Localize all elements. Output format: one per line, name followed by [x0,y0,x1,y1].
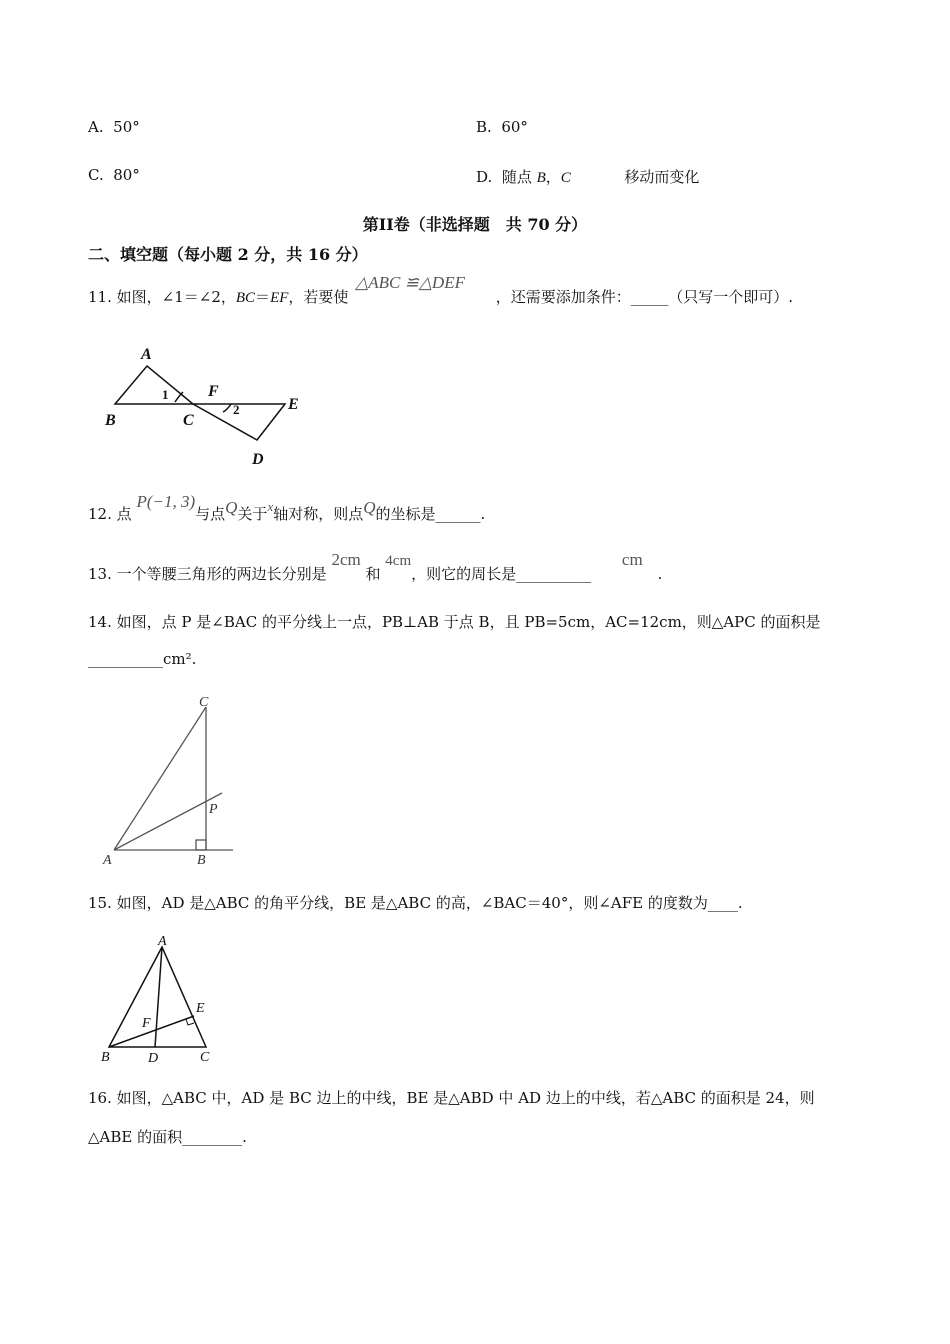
q11-label-b: B [105,412,116,429]
q15-line-be [109,1016,194,1047]
q15-label-e: E [196,1001,205,1016]
q15-label-a: A [158,934,167,949]
q15-label-b: B [101,1050,110,1065]
q15-triangle-abc [109,947,206,1047]
q11-angle-1-arc [175,392,183,402]
q15-text: 15. 如图，AD 是△ABC 的角平分线，BE 是△ABC 的高，∠BAC＝40°，则∠AFE 的度数为____. [88,894,743,912]
q15-figure [98,930,223,1066]
q11-label-c: C [183,412,194,429]
q11-label-d: D [252,451,264,468]
q15-label-c: C [200,1050,210,1065]
q15-label-d: D [148,1051,159,1066]
q11-label-1: 1 [162,387,169,402]
option-b: B. 60° [476,118,528,136]
q11-triangle-abc [115,366,193,404]
q11-label-2: 2 [233,402,240,417]
q14-line-ac [114,707,206,850]
option-a-value: 50° [113,118,140,136]
q14-line-1: 14. 如图，点 P 是∠BAC 的平分线上一点，PB⊥AB 于点 B，且 PB=5cm，AC=12cm，则△APC 的面积是 [88,613,821,631]
q14-label-a: A [103,853,112,868]
q12-text: 12. 点 P(−1, 3)与点Q关于x轴对称，则点Q的坐标是______. [88,492,486,523]
q14-label-b: B [197,853,206,868]
q16-line-1: 16. 如图，△ABC 中，AD 是 BC 边上的中线，BE 是△ABD 中 AD 边上的中线，若△ABC 的面积是 24，则 [88,1089,815,1107]
q14-figure [98,690,243,868]
q13-text: 13. 一个等腰三角形的两边长分别是 2cm 和 4cm，则它的周长是__________ cm . [88,550,663,583]
q11-label-e: E [288,396,299,413]
q14-label-p: P [209,802,218,817]
option-c-value: 80° [113,166,140,184]
q13-value-2: 4cm [385,553,412,569]
option-c: C. 80° [88,166,140,184]
q11-angle-2-arc [223,404,231,412]
q14-label-c: C [199,695,209,710]
q13-unit: cm [621,550,643,569]
option-d: D. 随点 B，C 移动而变化 [476,168,700,186]
q11-figure [95,340,315,470]
option-a: A. 50° [88,118,140,136]
q13-value-1: 2cm [331,550,361,569]
q14-line-2: __________cm². [88,650,197,668]
q11-text: 11. 如图，∠1＝∠2，BC＝EF，若要使 △ABC ≌△DEF ，还需要添加条件：_____（只写一个即可）. [88,273,794,306]
option-b-value: 60° [501,118,528,136]
q15-line-ad [155,947,162,1047]
q14-right-angle [196,840,206,850]
section-title: 第II卷（非选择题 共 70 分） [362,215,588,234]
q16-line-2: △ABE 的面积________. [88,1128,247,1146]
q12-point-p: P(−1, 3) [136,492,196,511]
q11-label-a: A [141,346,152,363]
q15-right-angle [186,1019,194,1025]
part2-title: 二、填空题（每小题 2 分，共 16 分） [88,245,368,264]
q11-label-f: F [208,383,219,400]
q15-label-f: F [142,1016,151,1031]
q11-math: △ABC ≌△DEF [355,273,465,292]
